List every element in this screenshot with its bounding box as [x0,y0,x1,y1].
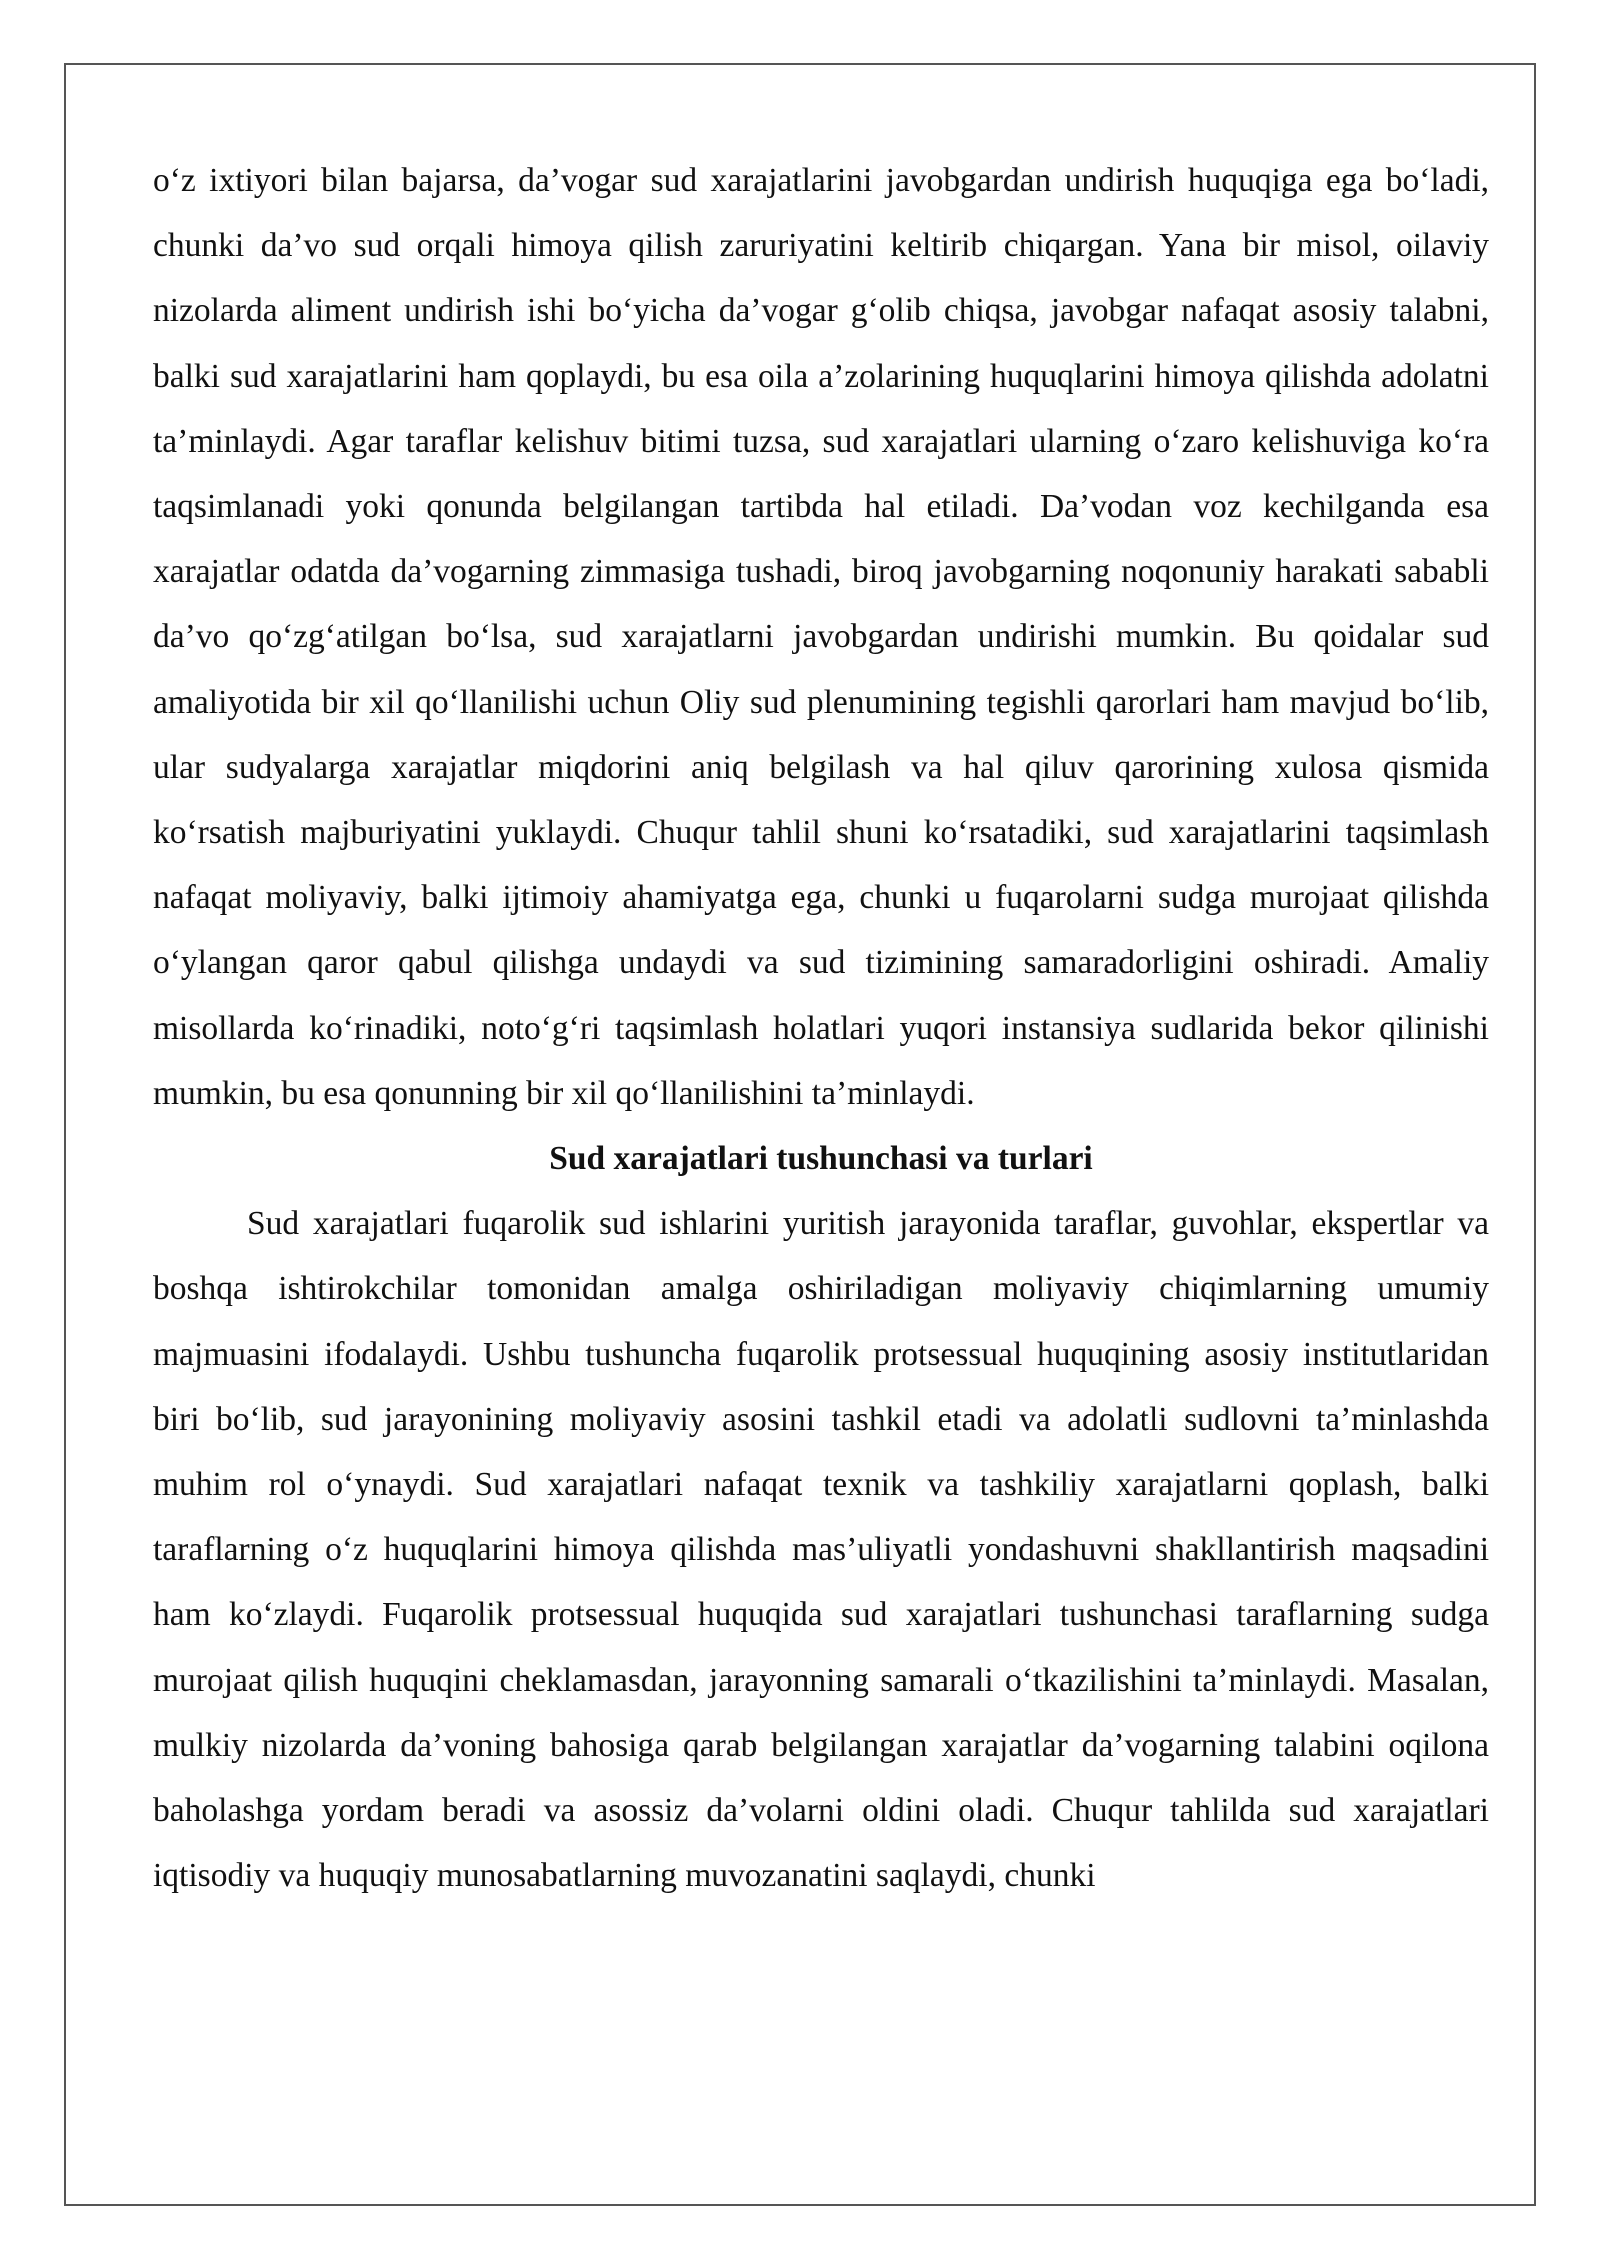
paragraph: Sud xarajatlari fuqarolik sud ishlarini yuritish jarayonida taraflar, guvohlar, ekspertlar va boshqa ishtirokchilar tomonidan amalga oshiriladigan moliyaviy chiqimlarning umumiy majmuasini ifodalaydi. Ushbu tushuncha fuqarolik protsessual huquqining asosiy institutlaridan biri bo‘lib, sud jarayonining moliyaviy asosini tashkil etadi va adolatli sudlovni ta’minlashda muhim rol o‘ynaydi. Sud xarajatlari nafaqat texnik va tashkiliy xarajatlarni qoplash, balki taraflarning o‘z huquqlarini himoya qilishda mas’uliyatli yondashuvni shakllantirish maqsadini ham ko‘zlaydi. Fuqarolik protsessual huquqida sud xarajatlari tushunchasi taraflarning sudga murojaat qilish huquqini cheklamasdan, jarayonning samarali o‘tkazilishini ta’minlaydi. Masalan, mulkiy nizolarda da’voning bahosiga qarab belgilangan xarajatlar da’vogarning talabini oqilona baholashga yordam beradi va asossiz da’volarni oldini oladi. Chuqur tahlilda sud xarajatlari iqtisodiy va huquqiy munosabatlarning muvozanatini saqlaydi, chunki [153,1205,1489,1895]
document-body [153,148,1489,1908]
section-heading: Sud xarajatlari tushunchasi va turlari [549,1140,1093,1178]
paragraph: o‘z ixtiyori bilan bajarsa, da’vogar sud xarajatlarini javobgardan undirish huquqiga ega bo‘ladi, chunki da’vo sud orqali himoya qilish zaruriyatini keltirib chiqargan. Yana bir misol, oilaviy nizolarda aliment undirish ishi bo‘yicha da’vogar g‘olib chiqsa, javobgar nafaqat asosiy talabni, balki sud xarajatlarini ham qoplaydi, bu esa oila a’zolarining huquqlarini himoya qilishda adolatni ta’minlaydi. Agar taraflar kelishuv bitimi tuzsa, sud xarajatlari ularning o‘zaro kelishuviga ko‘ra taqsimlanadi yoki qonunda belgilangan tartibda hal etiladi. Da’vodan voz kechilganda esa xarajatlar odatda da’vogarning zimmasiga tushadi, biroq javobgarning noqonuniy harakati sababli da’vo qo‘zg‘atilgan bo‘lsa, sud xarajatlarni javobgardan undirishi mumkin. Bu qoidalar sud amaliyotida bir xil qo‘llanilishi uchun Oliy sud plenumining tegishli qarorlari ham mavjud bo‘lib, ular sudyalarga xarajatlar miqdorini aniq belgilash va hal qiluv qarorining xulosa qismida ko‘rsatish majburiyatini yuklaydi. Chuqur tahlil shuni ko‘rsatadiki, sud xarajatlarini taqsimlash nafaqat moliyaviy, balki ijtimoiy ahamiyatga ega, chunki u fuqarolarni sudga murojaat qilishda o‘ylangan qaror qabul qilishga undaydi va sud tizimining samaradorligini oshiradi. Amaliy misollarda ko‘rinadiki, noto‘g‘ri taqsimlash holatlari yuqori instansiya sudlarida bekor qilinishi mumkin, bu esa qonunning bir xil qo‘llanilishini ta’minlaydi. [153,162,1489,1112]
